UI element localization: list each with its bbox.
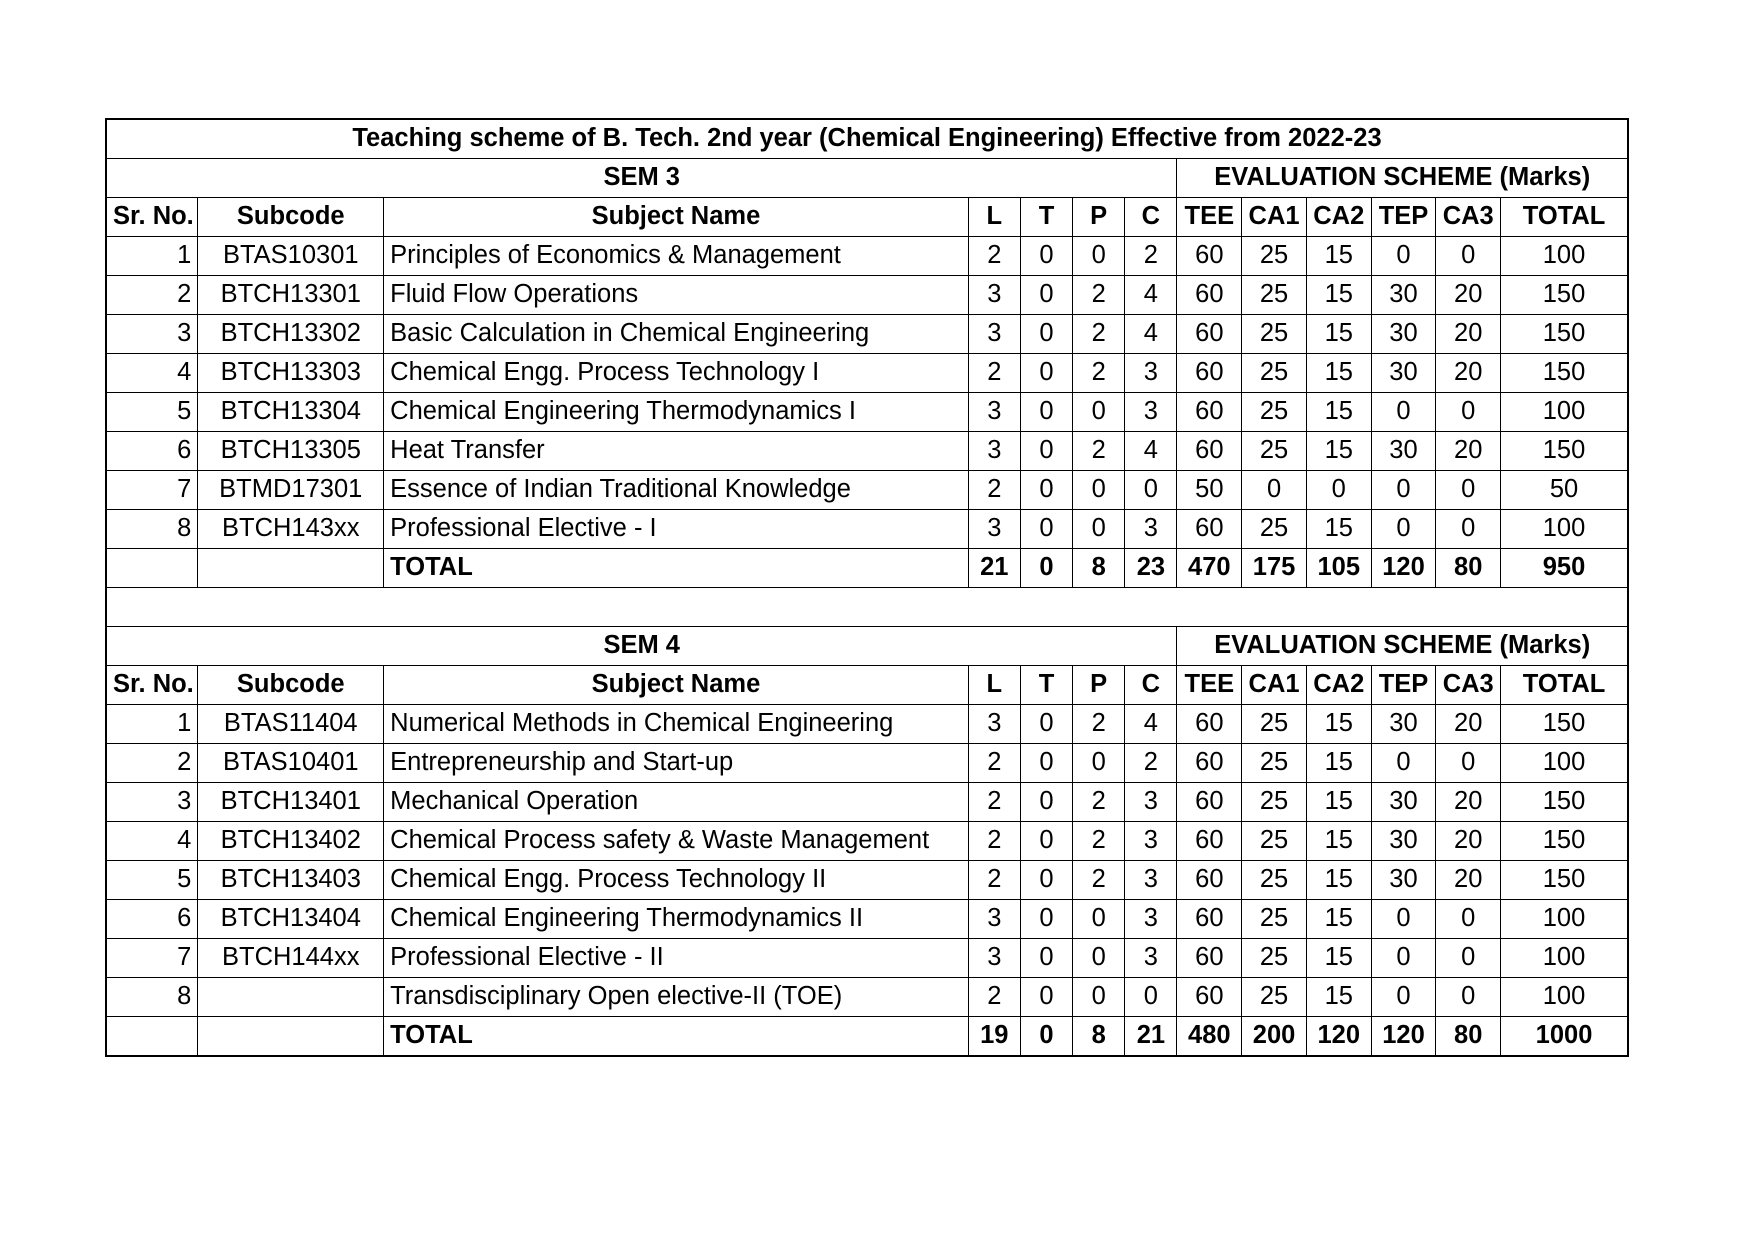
- cell-c: 0: [1125, 978, 1177, 1017]
- cell-l: 2: [968, 783, 1020, 822]
- cell-ca1: 25: [1242, 705, 1307, 744]
- cell-total: 150: [1501, 861, 1628, 900]
- cell-t: 0: [1020, 978, 1072, 1017]
- col-header-p: P: [1073, 666, 1125, 705]
- cell-t: 0: [1020, 822, 1072, 861]
- sem3-band-row: [106, 159, 1628, 198]
- cell-total: 100: [1501, 978, 1628, 1017]
- cell-ca2: 15: [1306, 354, 1371, 393]
- table-row: [106, 510, 1628, 549]
- cell-c: 2: [1125, 237, 1177, 276]
- cell-sr-no: [106, 549, 198, 588]
- cell-l: 3: [968, 900, 1020, 939]
- cell-ca3: 80: [1436, 549, 1501, 588]
- cell-ca3: 20: [1436, 315, 1501, 354]
- cell-sr-no: 5: [106, 861, 198, 900]
- cell-subject-name: Essence of Indian Traditional Knowledge: [384, 471, 969, 510]
- cell-ca1: 175: [1242, 549, 1307, 588]
- cell-t: 0: [1020, 276, 1072, 315]
- cell-total: 100: [1501, 939, 1628, 978]
- cell-l: 3: [968, 393, 1020, 432]
- cell-p: 0: [1073, 510, 1125, 549]
- cell-ca2: 15: [1306, 315, 1371, 354]
- cell-total: 150: [1501, 432, 1628, 471]
- cell-t: 0: [1020, 549, 1072, 588]
- cell-tep: 0: [1371, 900, 1436, 939]
- cell-subject-name: Transdisciplinary Open elective-II (TOE): [384, 978, 969, 1017]
- cell-l: 3: [968, 510, 1020, 549]
- col-header-ca3: CA3: [1436, 198, 1501, 237]
- cell-c: 3: [1125, 393, 1177, 432]
- cell-ca2: 15: [1306, 744, 1371, 783]
- cell-p: 2: [1073, 861, 1125, 900]
- cell-p: 0: [1073, 393, 1125, 432]
- col-header-ca3: CA3: [1436, 666, 1501, 705]
- cell-tep: 30: [1371, 432, 1436, 471]
- cell-ca1: 25: [1242, 822, 1307, 861]
- cell-tep: 0: [1371, 471, 1436, 510]
- cell-ca1: 25: [1242, 315, 1307, 354]
- cell-t: 0: [1020, 432, 1072, 471]
- col-header-l: L: [968, 198, 1020, 237]
- cell-sr-no: 5: [106, 393, 198, 432]
- cell-tep: 0: [1371, 939, 1436, 978]
- cell-tee: 60: [1177, 315, 1242, 354]
- cell-l: 2: [968, 237, 1020, 276]
- cell-tep: 30: [1371, 783, 1436, 822]
- cell-ca1: 25: [1242, 861, 1307, 900]
- cell-tee: 50: [1177, 471, 1242, 510]
- col-header-c: C: [1125, 666, 1177, 705]
- cell-p: 2: [1073, 705, 1125, 744]
- col-header-sr-no: Sr. No.: [106, 666, 198, 705]
- cell-ca3: 0: [1436, 471, 1501, 510]
- cell-tee: 60: [1177, 783, 1242, 822]
- cell-subcode: BTCH13301: [198, 276, 384, 315]
- col-header-ca1: CA1: [1242, 666, 1307, 705]
- cell-l: 2: [968, 471, 1020, 510]
- col-header-t: T: [1020, 666, 1072, 705]
- sem4-evaluation-band-label: EVALUATION SCHEME (Marks): [1177, 627, 1628, 666]
- cell-ca2: 15: [1306, 276, 1371, 315]
- cell-subcode: BTCH13304: [198, 393, 384, 432]
- cell-c: 4: [1125, 705, 1177, 744]
- cell-t: 0: [1020, 900, 1072, 939]
- cell-ca3: 20: [1436, 354, 1501, 393]
- cell-t: 0: [1020, 861, 1072, 900]
- cell-t: 0: [1020, 393, 1072, 432]
- cell-tee: 480: [1177, 1017, 1242, 1057]
- cell-ca1: 25: [1242, 939, 1307, 978]
- cell-total: 100: [1501, 237, 1628, 276]
- cell-sr-no: 4: [106, 354, 198, 393]
- table-row: [106, 978, 1628, 1017]
- cell-ca2: 15: [1306, 900, 1371, 939]
- col-header-subject-name: Subject Name: [384, 666, 969, 705]
- cell-l: 2: [968, 822, 1020, 861]
- sem3-scheme-table: [105, 118, 1629, 1057]
- col-header-subcode: Subcode: [198, 666, 384, 705]
- cell-total: 50: [1501, 471, 1628, 510]
- sem4-total-row: [106, 1017, 1628, 1057]
- cell-c: 3: [1125, 354, 1177, 393]
- cell-tee: 60: [1177, 432, 1242, 471]
- cell-c: 3: [1125, 783, 1177, 822]
- cell-tee: 60: [1177, 861, 1242, 900]
- cell-ca3: 20: [1436, 783, 1501, 822]
- cell-total: 150: [1501, 822, 1628, 861]
- cell-ca2: 15: [1306, 393, 1371, 432]
- cell-ca1: 200: [1242, 1017, 1307, 1057]
- cell-t: 0: [1020, 237, 1072, 276]
- cell-ca1: 25: [1242, 237, 1307, 276]
- cell-ca3: 0: [1436, 900, 1501, 939]
- cell-c: 3: [1125, 861, 1177, 900]
- cell-ca1: 25: [1242, 783, 1307, 822]
- cell-p: 0: [1073, 939, 1125, 978]
- cell-t: 0: [1020, 783, 1072, 822]
- col-header-p: P: [1073, 198, 1125, 237]
- cell-tep: 30: [1371, 276, 1436, 315]
- cell-subject-name: Entrepreneurship and Start-up: [384, 744, 969, 783]
- cell-tep: 0: [1371, 978, 1436, 1017]
- table-row: [106, 861, 1628, 900]
- cell-tep: 30: [1371, 354, 1436, 393]
- cell-tep: 120: [1371, 549, 1436, 588]
- cell-l: 2: [968, 978, 1020, 1017]
- cell-subcode: BTCH13402: [198, 822, 384, 861]
- cell-c: 4: [1125, 432, 1177, 471]
- cell-sr-no: 2: [106, 744, 198, 783]
- cell-l: 2: [968, 354, 1020, 393]
- cell-subject-name: Chemical Engg. Process Technology I: [384, 354, 969, 393]
- cell-tee: 60: [1177, 354, 1242, 393]
- cell-l: 21: [968, 549, 1020, 588]
- cell-total: 1000: [1501, 1017, 1628, 1057]
- table-row: [106, 822, 1628, 861]
- cell-p: 8: [1073, 549, 1125, 588]
- cell-l: 2: [968, 744, 1020, 783]
- table-row: [106, 276, 1628, 315]
- cell-l: 3: [968, 315, 1020, 354]
- cell-ca1: 0: [1242, 471, 1307, 510]
- cell-sr-no: 6: [106, 432, 198, 471]
- col-header-subject-name: Subject Name: [384, 198, 969, 237]
- col-header-tep: TEP: [1371, 198, 1436, 237]
- cell-total: 100: [1501, 510, 1628, 549]
- cell-subject-name: Chemical Engineering Thermodynamics II: [384, 900, 969, 939]
- cell-sr-no: 7: [106, 939, 198, 978]
- table-row: [106, 939, 1628, 978]
- cell-subcode: [198, 549, 384, 588]
- cell-p: 0: [1073, 900, 1125, 939]
- cell-ca2: 15: [1306, 978, 1371, 1017]
- cell-subject-name: Chemical Process safety & Waste Management: [384, 822, 969, 861]
- cell-c: 4: [1125, 315, 1177, 354]
- cell-ca3: 20: [1436, 822, 1501, 861]
- cell-sr-no: 8: [106, 978, 198, 1017]
- cell-c: 21: [1125, 1017, 1177, 1057]
- cell-sr-no: 6: [106, 900, 198, 939]
- cell-c: 0: [1125, 471, 1177, 510]
- col-header-total: TOTAL: [1501, 198, 1628, 237]
- cell-t: 0: [1020, 354, 1072, 393]
- col-header-total: TOTAL: [1501, 666, 1628, 705]
- cell-ca2: 15: [1306, 822, 1371, 861]
- page-title: Teaching scheme of B. Tech. 2nd year (Chemical Engineering) Effective from 2022-23: [106, 119, 1628, 159]
- cell-subcode: BTCH13302: [198, 315, 384, 354]
- cell-ca2: 120: [1306, 1017, 1371, 1057]
- cell-t: 0: [1020, 705, 1072, 744]
- table-row: [106, 315, 1628, 354]
- cell-subcode: BTMD17301: [198, 471, 384, 510]
- cell-p: 2: [1073, 783, 1125, 822]
- cell-total: 150: [1501, 276, 1628, 315]
- cell-total: 150: [1501, 354, 1628, 393]
- cell-ca3: 0: [1436, 939, 1501, 978]
- table-row: [106, 393, 1628, 432]
- cell-total: 150: [1501, 315, 1628, 354]
- cell-ca1: 25: [1242, 276, 1307, 315]
- cell-ca2: 15: [1306, 237, 1371, 276]
- cell-tep: 0: [1371, 393, 1436, 432]
- cell-tep: 30: [1371, 822, 1436, 861]
- cell-sr-no: [106, 1017, 198, 1057]
- cell-c: 3: [1125, 822, 1177, 861]
- cell-ca2: 105: [1306, 549, 1371, 588]
- cell-p: 0: [1073, 744, 1125, 783]
- cell-l: 3: [968, 939, 1020, 978]
- cell-c: 23: [1125, 549, 1177, 588]
- cell-t: 0: [1020, 939, 1072, 978]
- cell-sr-no: 7: [106, 471, 198, 510]
- sem4-band-row: [106, 627, 1628, 666]
- cell-ca3: 0: [1436, 510, 1501, 549]
- col-header-tep: TEP: [1371, 666, 1436, 705]
- cell-ca3: 80: [1436, 1017, 1501, 1057]
- cell-subject-name: Mechanical Operation: [384, 783, 969, 822]
- cell-subject-name: Chemical Engineering Thermodynamics I: [384, 393, 969, 432]
- cell-sr-no: 1: [106, 705, 198, 744]
- cell-tep: 30: [1371, 705, 1436, 744]
- cell-c: 2: [1125, 744, 1177, 783]
- cell-p: 2: [1073, 315, 1125, 354]
- cell-t: 0: [1020, 471, 1072, 510]
- cell-subject-name: Heat Transfer: [384, 432, 969, 471]
- cell-ca3: 0: [1436, 237, 1501, 276]
- cell-l: 3: [968, 432, 1020, 471]
- cell-p: 8: [1073, 1017, 1125, 1057]
- cell-total: 150: [1501, 705, 1628, 744]
- cell-subcode: BTAS10301: [198, 237, 384, 276]
- cell-subcode: BTCH13404: [198, 900, 384, 939]
- cell-subcode: [198, 1017, 384, 1057]
- teaching-scheme-sheet: [105, 118, 1629, 1057]
- cell-t: 0: [1020, 744, 1072, 783]
- cell-tep: 0: [1371, 744, 1436, 783]
- cell-t: 0: [1020, 510, 1072, 549]
- cell-ca1: 25: [1242, 510, 1307, 549]
- cell-total-label: TOTAL: [384, 1017, 969, 1057]
- cell-tee: 470: [1177, 549, 1242, 588]
- cell-ca3: 20: [1436, 705, 1501, 744]
- col-header-c: C: [1125, 198, 1177, 237]
- col-header-ca1: CA1: [1242, 198, 1307, 237]
- cell-tee: 60: [1177, 939, 1242, 978]
- cell-ca3: 20: [1436, 432, 1501, 471]
- section-spacer-cell: [106, 588, 1628, 627]
- cell-tee: 60: [1177, 978, 1242, 1017]
- cell-p: 2: [1073, 822, 1125, 861]
- sem4-column-header-row: [106, 666, 1628, 705]
- cell-total: 150: [1501, 783, 1628, 822]
- cell-sr-no: 8: [106, 510, 198, 549]
- cell-ca2: 15: [1306, 705, 1371, 744]
- cell-subject-name: Chemical Engg. Process Technology II: [384, 861, 969, 900]
- cell-ca1: 25: [1242, 432, 1307, 471]
- cell-l: 3: [968, 276, 1020, 315]
- cell-t: 0: [1020, 315, 1072, 354]
- col-header-tee: TEE: [1177, 666, 1242, 705]
- cell-p: 0: [1073, 978, 1125, 1017]
- table-row: [106, 432, 1628, 471]
- cell-tee: 60: [1177, 822, 1242, 861]
- cell-subject-name: Numerical Methods in Chemical Engineering: [384, 705, 969, 744]
- table-row: [106, 705, 1628, 744]
- cell-tee: 60: [1177, 510, 1242, 549]
- cell-total: 950: [1501, 549, 1628, 588]
- table-row: [106, 783, 1628, 822]
- cell-subject-name: Fluid Flow Operations: [384, 276, 969, 315]
- table-row: [106, 900, 1628, 939]
- cell-subject-name: Basic Calculation in Chemical Engineering: [384, 315, 969, 354]
- cell-total-label: TOTAL: [384, 549, 969, 588]
- sem3-evaluation-band-label: EVALUATION SCHEME (Marks): [1177, 159, 1628, 198]
- cell-ca1: 25: [1242, 354, 1307, 393]
- cell-sr-no: 3: [106, 315, 198, 354]
- cell-tee: 60: [1177, 900, 1242, 939]
- col-header-sr-no: Sr. No.: [106, 198, 198, 237]
- cell-sr-no: 1: [106, 237, 198, 276]
- cell-ca2: 15: [1306, 939, 1371, 978]
- cell-ca1: 25: [1242, 744, 1307, 783]
- cell-p: 2: [1073, 354, 1125, 393]
- cell-subcode: BTCH143xx: [198, 510, 384, 549]
- table-row: [106, 354, 1628, 393]
- cell-p: 0: [1073, 471, 1125, 510]
- cell-tee: 60: [1177, 276, 1242, 315]
- sem3-column-header-row: [106, 198, 1628, 237]
- cell-subcode: [198, 978, 384, 1017]
- cell-subcode: BTCH13401: [198, 783, 384, 822]
- cell-subject-name: Professional Elective - I: [384, 510, 969, 549]
- cell-ca2: 15: [1306, 510, 1371, 549]
- cell-c: 3: [1125, 900, 1177, 939]
- section-spacer-row: [106, 588, 1628, 627]
- sem4-label: SEM 4: [106, 627, 1177, 666]
- cell-p: 2: [1073, 432, 1125, 471]
- document-title-row: [106, 119, 1628, 159]
- cell-tep: 120: [1371, 1017, 1436, 1057]
- col-header-l: L: [968, 666, 1020, 705]
- cell-c: 4: [1125, 276, 1177, 315]
- cell-ca2: 0: [1306, 471, 1371, 510]
- col-header-t: T: [1020, 198, 1072, 237]
- cell-tee: 60: [1177, 705, 1242, 744]
- sem3-label: SEM 3: [106, 159, 1177, 198]
- cell-total: 100: [1501, 744, 1628, 783]
- table-row: [106, 471, 1628, 510]
- cell-c: 3: [1125, 510, 1177, 549]
- cell-ca3: 20: [1436, 861, 1501, 900]
- cell-tep: 0: [1371, 237, 1436, 276]
- cell-l: 2: [968, 861, 1020, 900]
- cell-total: 100: [1501, 393, 1628, 432]
- cell-subject-name: Professional Elective - II: [384, 939, 969, 978]
- cell-ca2: 15: [1306, 783, 1371, 822]
- cell-total: 100: [1501, 900, 1628, 939]
- cell-subcode: BTCH13403: [198, 861, 384, 900]
- col-header-tee: TEE: [1177, 198, 1242, 237]
- cell-sr-no: 3: [106, 783, 198, 822]
- cell-tee: 60: [1177, 393, 1242, 432]
- cell-c: 3: [1125, 939, 1177, 978]
- cell-t: 0: [1020, 1017, 1072, 1057]
- cell-subcode: BTAS11404: [198, 705, 384, 744]
- cell-ca2: 15: [1306, 861, 1371, 900]
- cell-ca3: 20: [1436, 276, 1501, 315]
- cell-tep: 0: [1371, 510, 1436, 549]
- cell-l: 19: [968, 1017, 1020, 1057]
- table-row: [106, 237, 1628, 276]
- cell-ca3: 0: [1436, 744, 1501, 783]
- cell-sr-no: 4: [106, 822, 198, 861]
- cell-tep: 30: [1371, 861, 1436, 900]
- cell-subcode: BTAS10401: [198, 744, 384, 783]
- cell-ca1: 25: [1242, 393, 1307, 432]
- cell-ca3: 0: [1436, 978, 1501, 1017]
- cell-tee: 60: [1177, 744, 1242, 783]
- cell-p: 0: [1073, 237, 1125, 276]
- cell-l: 3: [968, 705, 1020, 744]
- table-row: [106, 744, 1628, 783]
- cell-subcode: BTCH13303: [198, 354, 384, 393]
- cell-sr-no: 2: [106, 276, 198, 315]
- cell-subcode: BTCH13305: [198, 432, 384, 471]
- cell-tep: 30: [1371, 315, 1436, 354]
- sem3-total-row: [106, 549, 1628, 588]
- col-header-ca2: CA2: [1306, 666, 1371, 705]
- cell-ca2: 15: [1306, 432, 1371, 471]
- cell-tee: 60: [1177, 237, 1242, 276]
- cell-p: 2: [1073, 276, 1125, 315]
- cell-subject-name: Principles of Economics & Management: [384, 237, 969, 276]
- cell-ca1: 25: [1242, 978, 1307, 1017]
- col-header-subcode: Subcode: [198, 198, 384, 237]
- cell-ca3: 0: [1436, 393, 1501, 432]
- col-header-ca2: CA2: [1306, 198, 1371, 237]
- cell-ca1: 25: [1242, 900, 1307, 939]
- cell-subcode: BTCH144xx: [198, 939, 384, 978]
